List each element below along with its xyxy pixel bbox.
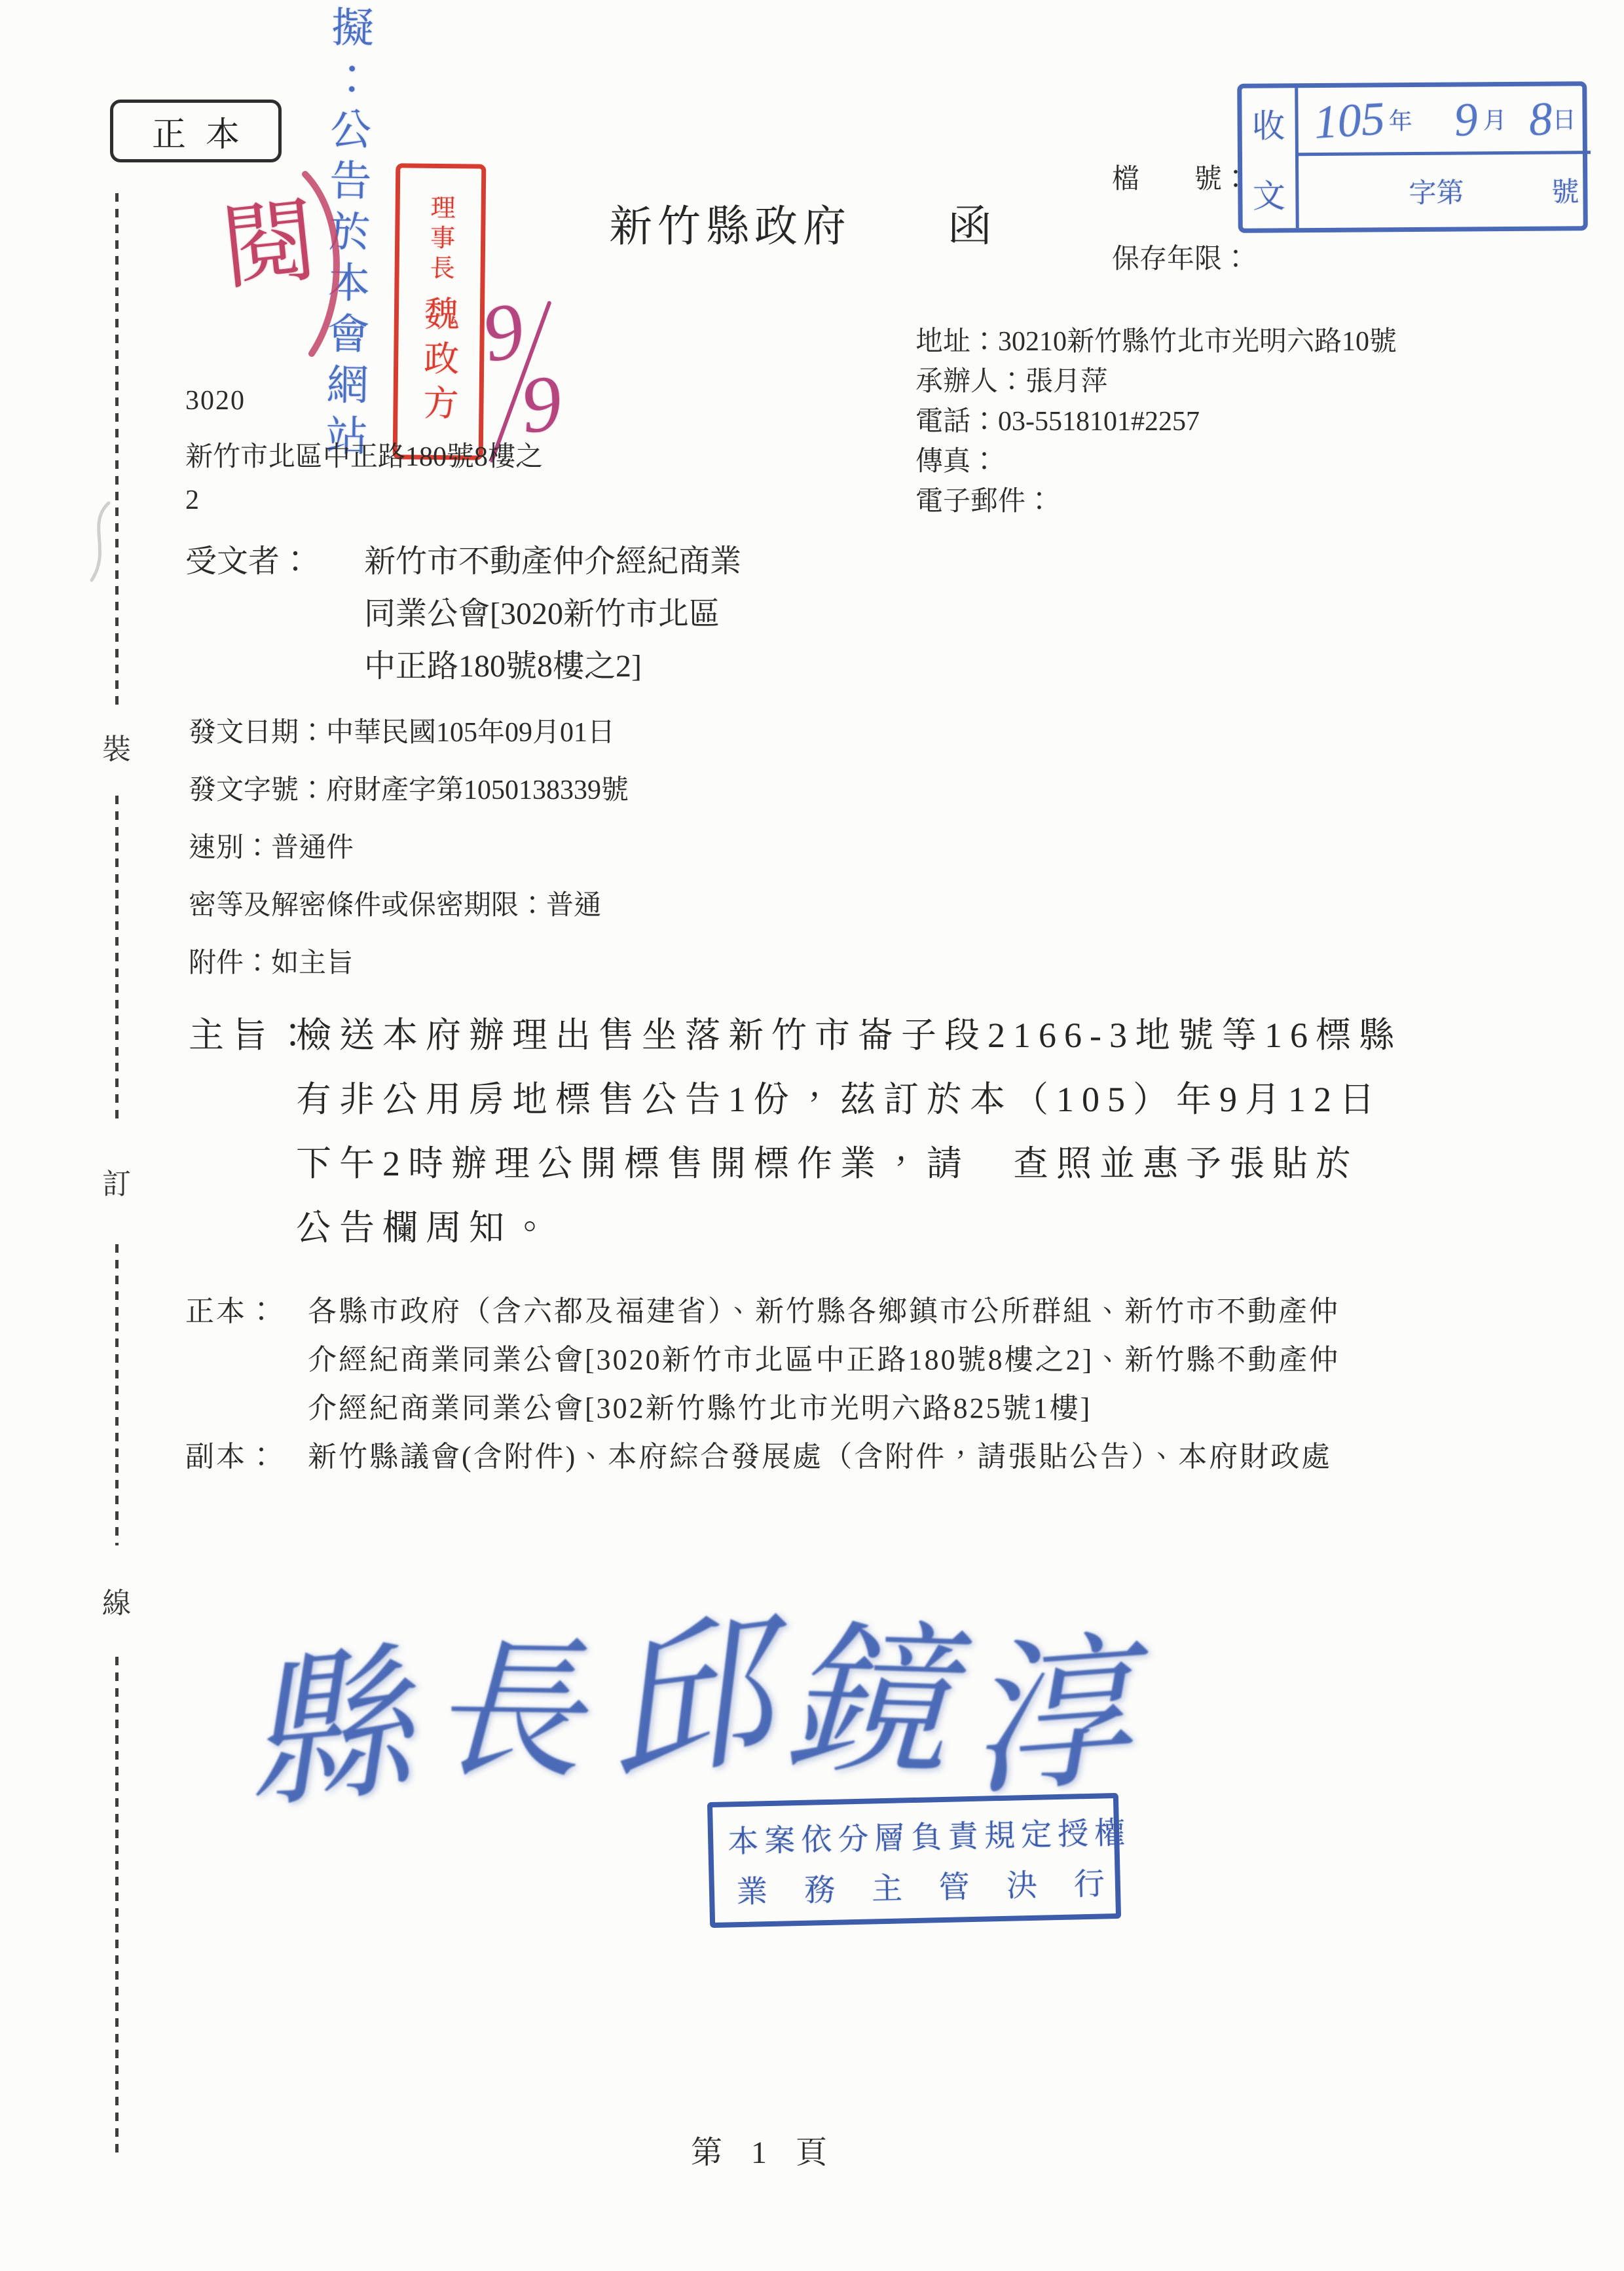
read-stamp: 閱 <box>218 191 321 301</box>
contact-handler: 承辦人：張月萍 <box>915 367 1109 397</box>
cc-copies-label: 副本： <box>185 1441 278 1473</box>
contact-phone: 電話：03-5518101#2257 <box>915 407 1200 437</box>
cc-copies-line: 新竹縣議會(含附件)、本府綜合發展處（含附件，請張貼公告）、本府財政處 <box>308 1441 1333 1473</box>
received-month-number: 9 <box>1452 92 1479 146</box>
chairman-stamp-title: 理事長 <box>425 194 454 286</box>
copy-type-label: 正本 <box>151 116 259 154</box>
delegation-stamp <box>707 1793 1142 1928</box>
original-copies-line: 介經紀商業同業公會[302新竹縣竹北市光明六路825號1樓] <box>308 1392 1092 1424</box>
binding-dash-line <box>115 796 119 1123</box>
contact-address: 地址：30210新竹縣竹北市光明六路10號 <box>915 327 1397 357</box>
recipient-label: 受文者： <box>185 544 312 579</box>
chairman-stamp-text <box>413 194 466 430</box>
magistrate-signature-stamp: 縣長邱鏡淳 <box>236 1598 1154 1830</box>
received-serial-suffix: 號 <box>1551 177 1579 208</box>
handwritten-blue-note: 擬：公告於本會網站 <box>320 5 373 466</box>
original-copies-line: 介經紀商業同業公會[3020新竹市北區中正路180號8樓之2]、新竹縣不動產仲 <box>308 1344 1340 1376</box>
received-day-char: 日 <box>1552 107 1576 134</box>
copy-type-box <box>110 100 282 162</box>
pencil-mark <box>81 499 120 584</box>
received-serial-prefix: 字第 <box>1409 178 1464 210</box>
page-number: 第 1 頁 <box>691 2135 838 2170</box>
binding-char-zhuang: 裝 <box>102 733 131 766</box>
original-copies-line: 各縣市政府（含六都及福建省）、新竹縣各鄉鎮市公所群組、新竹市不動產仲 <box>308 1295 1340 1327</box>
attachment-line: 附件：如主旨 <box>189 948 354 978</box>
subject-line: 檢送本府辦理出售坐落新竹市崙子段2166-3地號等16標縣 <box>296 1016 1402 1055</box>
binding-char-xian: 線 <box>102 1587 131 1619</box>
recipient-name-line: 中正路180號8樓之2] <box>364 649 642 684</box>
security-class-line: 密等及解密條件或保密期限：普通 <box>189 891 602 921</box>
original-copies-label: 正本： <box>185 1295 278 1327</box>
recipient-name-line: 新竹市不動產仲介經紀商業 <box>364 544 742 579</box>
received-day-number: 8 <box>1527 92 1554 146</box>
chairman-stamp <box>393 163 487 460</box>
binding-char-ding: 訂 <box>102 1168 131 1200</box>
retention-label: 保存年限： <box>1112 244 1250 274</box>
subject-line: 下午2時辦理公開標售開標作業，請 查照並惠予張貼於 <box>296 1144 1359 1183</box>
recipient-address-line2: 2 <box>185 485 199 515</box>
issue-number-line: 發文字號：府財產字第1050138339號 <box>189 775 629 805</box>
binding-dash-line <box>115 1244 119 1545</box>
received-stamp <box>1237 81 1588 233</box>
delegation-stamp-line1: 本案依分層負責規定授權 <box>727 1816 1132 1860</box>
file-no-label: 檔 號： <box>1112 164 1250 194</box>
received-serial-row <box>1299 154 1591 228</box>
issue-date-line: 發文日期：中華民國105年09月01日 <box>189 718 616 748</box>
delegation-stamp-line2: 業務主管決行 <box>736 1866 1142 1910</box>
received-stamp-wen: 文 <box>1252 177 1286 215</box>
recipient-name-line: 同業公會[3020新竹市北區 <box>364 597 720 631</box>
subject-label: 主旨： <box>189 1016 318 1055</box>
handwritten-date-denominator: 9 <box>517 358 566 451</box>
subject-line: 公告欄周知。 <box>296 1208 555 1247</box>
received-stamp-column <box>1242 88 1299 229</box>
read-stamp-stroke <box>296 169 355 359</box>
recipient-address-line1: 新竹市北區中正路180號8樓之 <box>185 442 544 472</box>
contact-fax: 傳真： <box>915 447 999 477</box>
document-title: 新竹縣政府 函 <box>609 203 997 251</box>
handwritten-date-numerator: 9 <box>475 285 531 380</box>
binding-dash-line <box>115 193 119 711</box>
recipient-zip: 3020 <box>185 386 246 416</box>
speed-class-line: 速別：普通件 <box>189 833 354 863</box>
subject-line: 有非公用房地標售公告1份，茲訂於本（105）年9月12日 <box>296 1080 1382 1119</box>
received-month-char: 月 <box>1483 107 1507 134</box>
received-date-row <box>1298 86 1591 156</box>
chairman-stamp-name: 魏政方 <box>418 295 459 430</box>
binding-dash-line <box>115 1657 119 2154</box>
received-year-number: 105 <box>1312 92 1386 149</box>
received-stamp-shou: 收 <box>1251 107 1285 145</box>
contact-email: 電子郵件： <box>915 487 1054 517</box>
received-year-char: 年 <box>1388 108 1412 135</box>
